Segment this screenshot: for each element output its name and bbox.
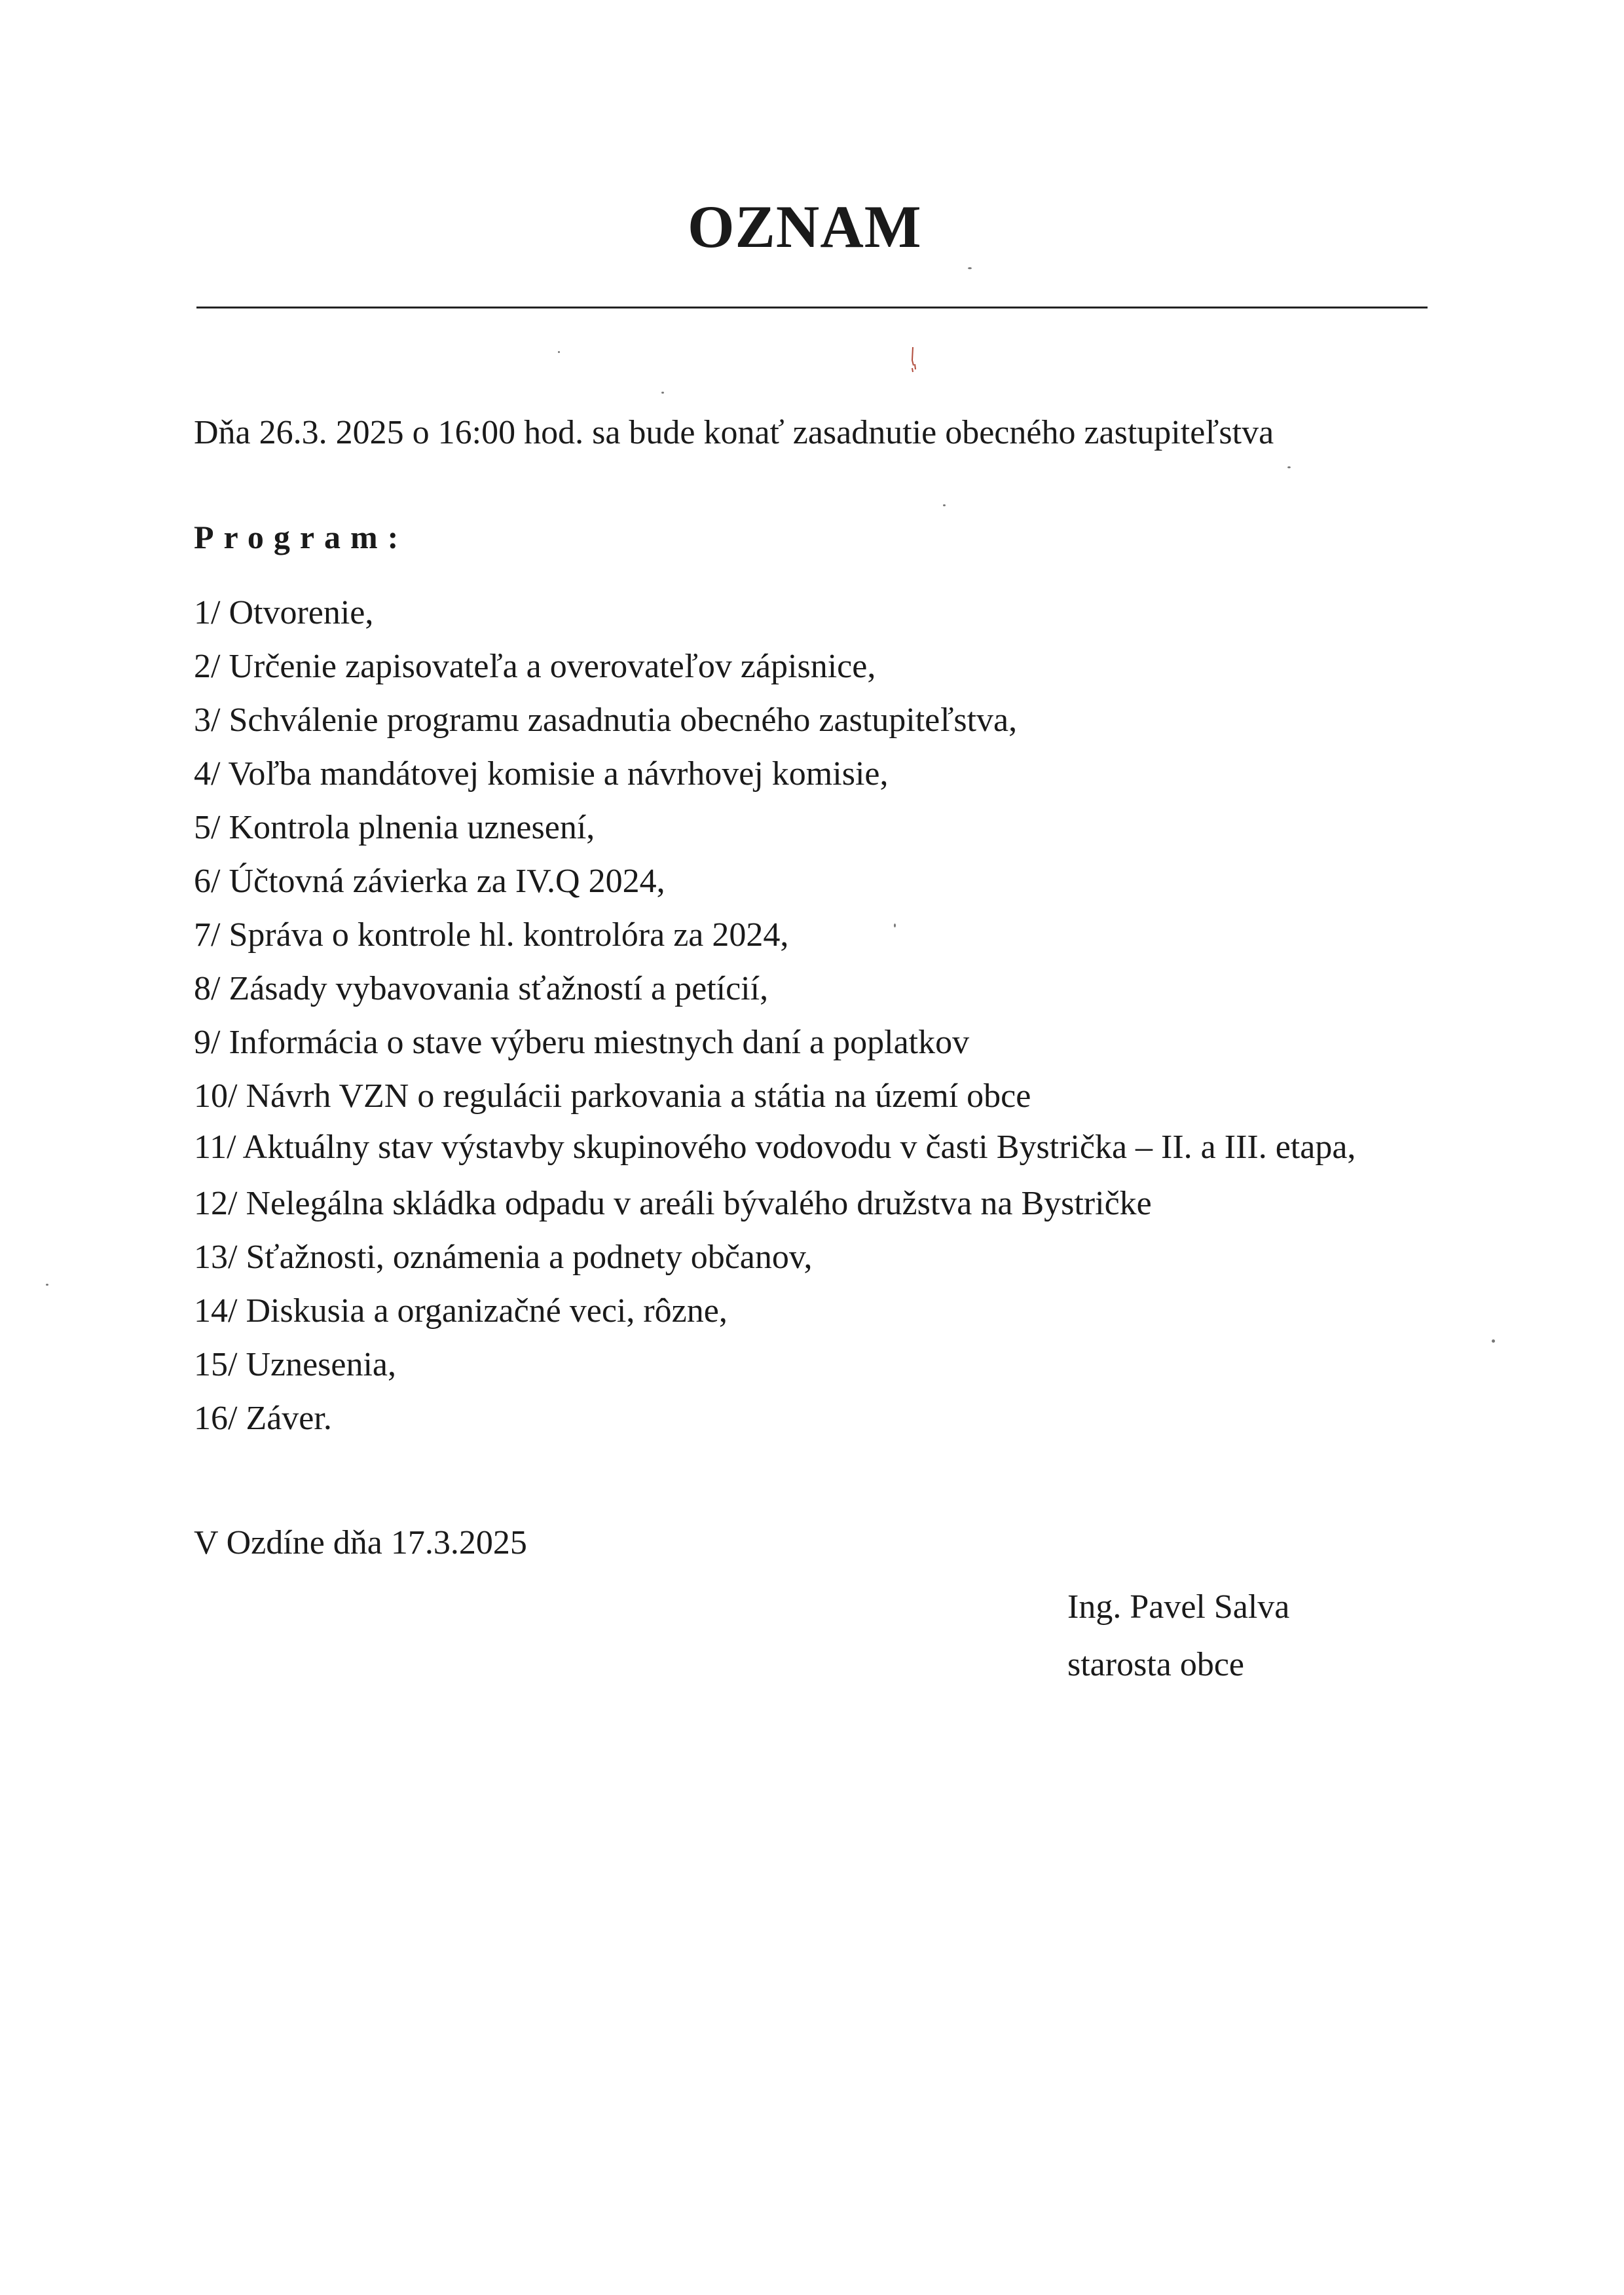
agenda-item: 4/ Voľba mandátovej komisie a návrhovej komisie, [194,755,889,793]
agenda-item: 9/ Informácia o stave výberu miestnych daní a poplatkov [194,1024,970,1061]
scan-speck [46,1284,48,1286]
scan-speck [1287,466,1291,468]
place-and-date: V Ozdíne dňa 17.3.2025 [194,1524,527,1561]
agenda-item: 10/ Návrh VZN o regulácii parkovania a státia na území obce [194,1077,1031,1115]
agenda-item: 2/ Určenie zapisovateľa a overovateľov zápisnice, [194,648,876,685]
agenda-item: 11/ Aktuálny stav výstavby skupinového vodovodu v časti Bystrička – II. a III. etapa, [194,1129,1356,1166]
agenda-item: 7/ Správa o kontrole hl. kontrolóra za 2024, [194,916,789,954]
ink-mark [909,346,919,373]
scan-speck [558,351,560,353]
agenda-item: 13/ Sťažnosti, oznámenia a podnety občanov, [194,1239,813,1276]
agenda-item: 1/ Otvorenie, [194,594,374,631]
scan-speck [943,504,946,506]
scan-speck [661,392,664,394]
agenda-item: 12/ Nelegálna skládka odpadu v areáli bývalého družstva na Bystričke [194,1185,1152,1222]
title-underline [196,307,1428,308]
scan-speck [1492,1339,1495,1343]
scan-speck [968,267,972,269]
agenda-item: 15/ Uznesenia, [194,1346,397,1383]
agenda-item: 16/ Záver. [194,1400,332,1437]
agenda-item: 14/ Diskusia a organizačné veci, rôzne, [194,1292,728,1330]
signatory-name: Ing. Pavel Salva [1067,1588,1290,1626]
program-heading: Program: [194,519,409,555]
agenda-list [194,586,1438,1446]
signatory-role: starosta obce [1067,1646,1245,1683]
scan-speck [894,924,896,927]
agenda-item: 8/ Zásady vybavovania sťažností a petícií, [194,970,769,1007]
meeting-announcement: Dňa 26.3. 2025 o 16:00 hod. sa bude konať zasadnutie obecného zastupiteľstva [194,414,1274,451]
agenda-item: 6/ Účtovná závierka za IV.Q 2024, [194,863,665,900]
document-title: OZNAM [688,193,922,260]
signature-block [1067,1578,1289,1694]
agenda-item: 3/ Schválenie programu zasadnutia obecného zastupiteľstva, [194,701,1018,739]
agenda-item: 5/ Kontrola plnenia uznesení, [194,809,595,846]
